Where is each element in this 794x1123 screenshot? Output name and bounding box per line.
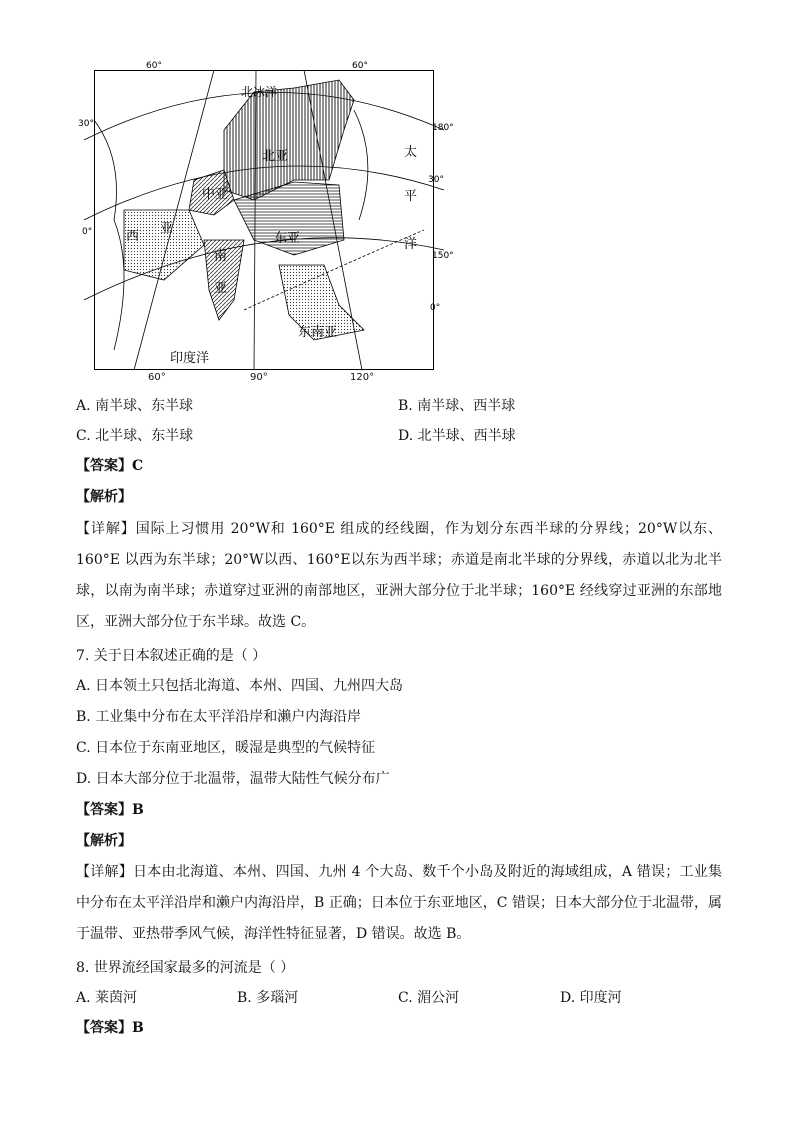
tick-right-150: 150° [432, 251, 454, 261]
tick-bottom-60: 60° [148, 372, 166, 383]
label-south-asia-2: 亚 [214, 281, 228, 296]
label-north-asia: 北亚 [262, 149, 289, 164]
q8-stem: 8. 世界流经国家最多的河流是（ ） [76, 960, 295, 976]
label-central-asia: 中亚 [202, 187, 229, 202]
tick-right-30: 30° [428, 175, 444, 185]
label-west-asia-1: 西 [126, 229, 140, 244]
label-indian-ocean: 印度洋 [170, 351, 210, 366]
asia-map [78, 61, 454, 370]
q8-option-c: C. 湄公河 [398, 990, 460, 1006]
q7-detail: 【详解】日本由北海道、本州、四国、九州 4 个大岛、数千个小岛及附近的海域组成，A 错误；工业集中分布在太平洋沿岸和濑户内海沿岸，B 正确；日本位于东亚地区，C 错误；日本大部分位于北温带，属于温带、亚热带季风气候，海洋性特征显著，D 错误。故选 B。 [76, 864, 722, 942]
label-east-asia: 东亚 [274, 231, 301, 246]
label-south-asia-1: 南 [214, 249, 228, 264]
q7-option-d: D. 日本大部分位于北温带，温带大陆性气候分布广 [76, 771, 390, 787]
q8-option-d: D. 印度河 [560, 990, 622, 1006]
tick-bottom-90: 90° [250, 372, 268, 383]
q8-option-a: A. 莱茵河 [76, 990, 138, 1006]
tick-right-180: 180° [432, 123, 454, 133]
q6-detail: 【详解】国际上习惯用 20°W和 160°E 组成的经线圈，作为划分东西半球的分界线；20°W以东、160°E 以西为东半球；20°W以西、160°E以东为西半球；赤道是南北半球的分界线，赤道以北为北半球，以南为南半球；赤道穿过亚洲的南部地区，亚洲大部分位于北半球；160°E 经线穿过亚洲的东部地区，亚洲大部分位于东半球。故选 C。 [76, 521, 722, 630]
q7-stem: 7. 关于日本叙述正确的是（ ） [76, 648, 267, 664]
label-arctic-ocean: 北冰洋 [241, 85, 278, 99]
q7-option-a: A. 日本领土只包括北海道、本州、四国、九州四大岛 [76, 678, 404, 694]
q6-option-b: B. 南半球、西半球 [398, 398, 516, 414]
tick-top-60-right: 60° [352, 61, 368, 71]
q6-analysis-label: 【解析】 [76, 489, 132, 505]
label-southeast-asia: 东南亚 [298, 325, 338, 340]
q8-option-b: B. 多瑙河 [237, 990, 299, 1006]
tick-left-30: 30° [78, 119, 94, 129]
tick-left-0: 0° [82, 227, 93, 237]
label-pacific-3: 洋 [404, 237, 418, 252]
label-pacific-1: 太 [404, 145, 418, 160]
q7-option-c: C. 日本位于东南亚地区，暖湿是典型的气候特征 [76, 740, 376, 756]
tick-bottom-120: 120° [350, 372, 375, 383]
q6-option-d: D. 北半球、西半球 [398, 428, 516, 444]
label-west-asia-2: 亚 [160, 221, 174, 236]
tick-top-60-left: 60° [146, 61, 162, 71]
label-pacific-2: 平 [404, 189, 418, 204]
q6-option-a: A. 南半球、东半球 [76, 398, 194, 414]
q7-analysis-label: 【解析】 [76, 833, 132, 849]
q8-answer: 【答案】B [76, 1020, 144, 1036]
q7-option-b: B. 工业集中分布在太平洋沿岸和濑户内海沿岸 [76, 709, 362, 725]
q6-answer: 【答案】C [76, 458, 144, 474]
tick-right-0: 0° [430, 303, 441, 313]
q6-option-c: C. 北半球、东半球 [76, 428, 194, 444]
q7-answer: 【答案】B [76, 802, 144, 818]
